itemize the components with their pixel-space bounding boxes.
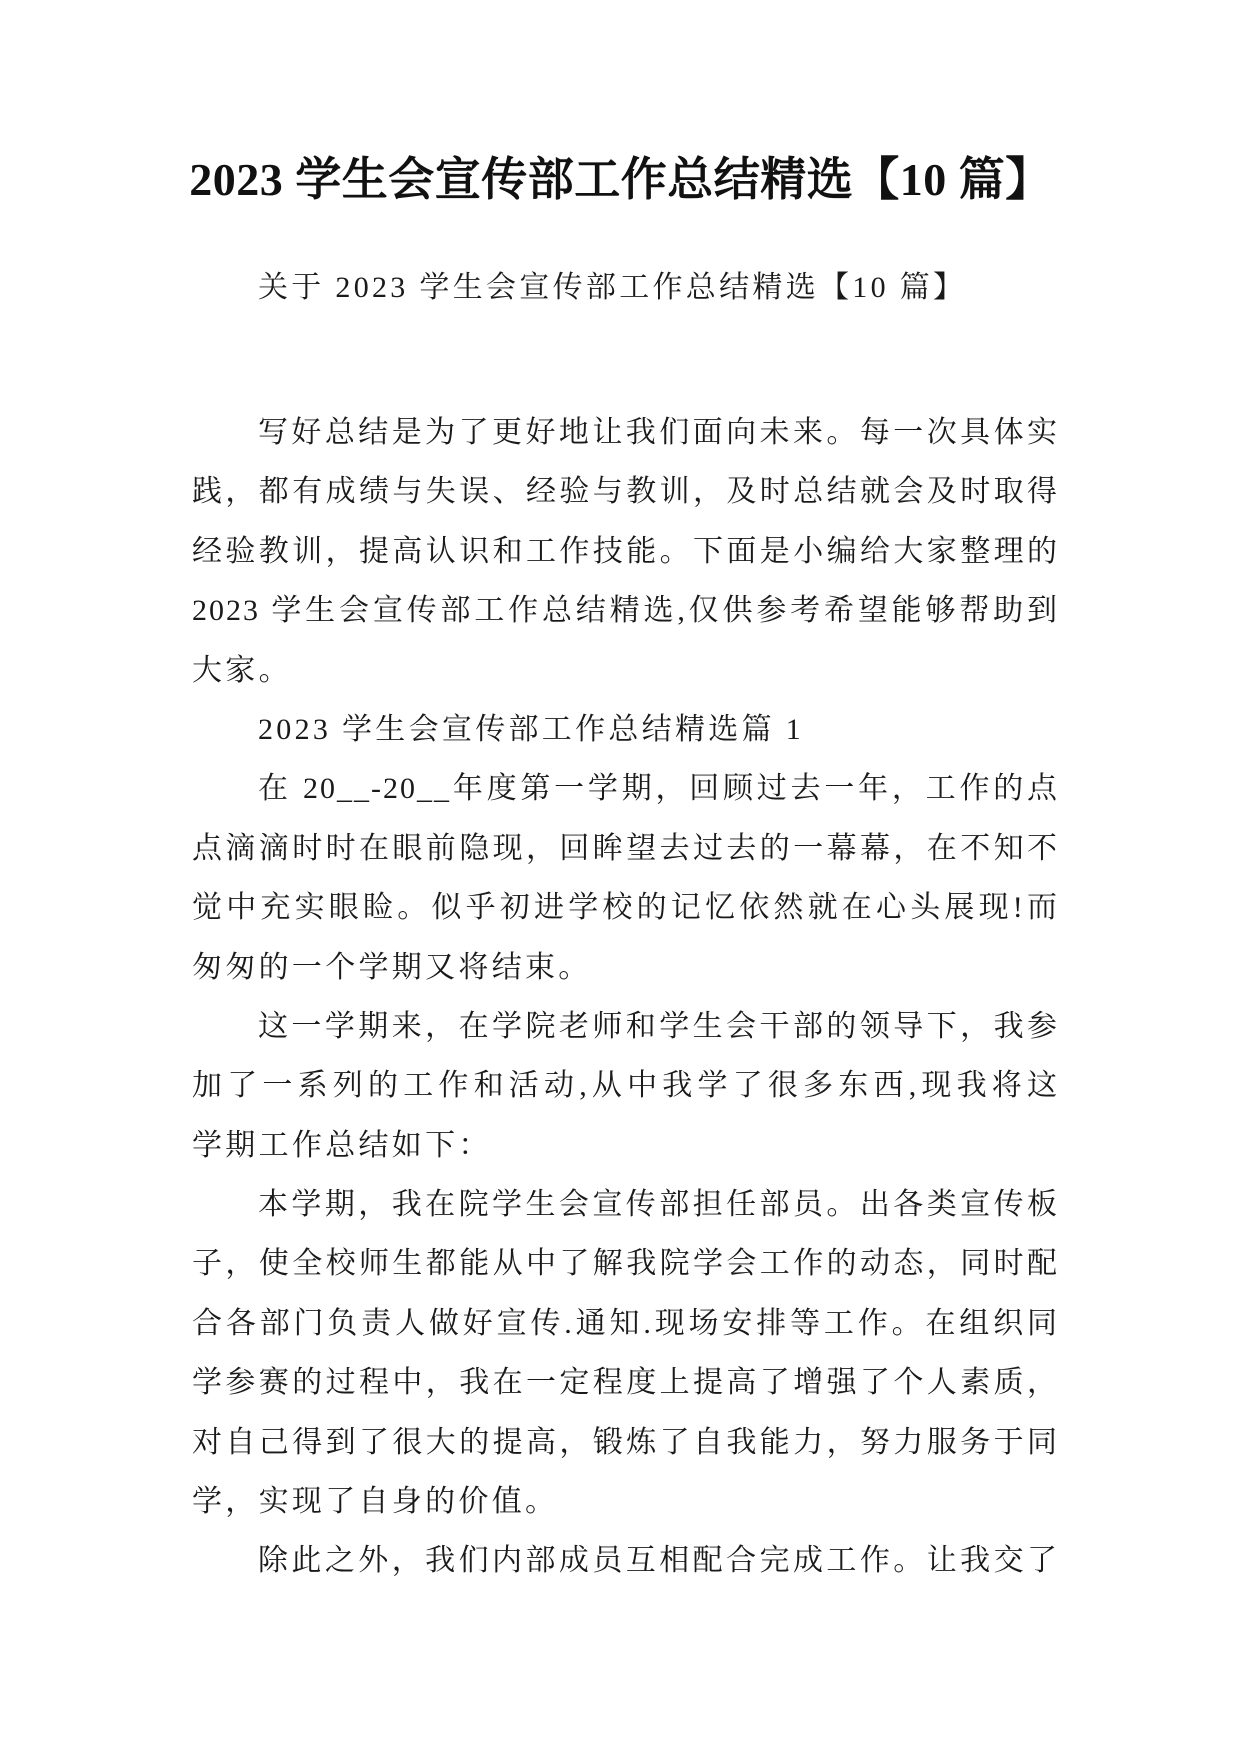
text-line: 在 20__-20__年度第一学期，回顾过去一年，工作的点 — [258, 772, 1059, 806]
text-line: 学参赛的过程中，我在一定程度上提高了增强了个人素质， — [192, 1366, 1059, 1400]
text-line: 2023 学生会宣传部工作总结精选,仅供参考希望能够帮助到 — [192, 594, 1059, 628]
document-body — [192, 403, 1059, 1591]
text-line: 践，都有成绩与失误、经验与教训，及时总结就会及时取得 — [192, 475, 1059, 509]
text-line: 经验教训，提高认识和工作技能。下面是小编给大家整理的 — [192, 534, 1059, 568]
text-line: 子，使全校师生都能从中了解我院学会工作的动态，同时配 — [192, 1247, 1059, 1281]
section-heading: 2023 学生会宣传部工作总结精选篇 1 — [258, 712, 804, 746]
text-line: 本学期，我在院学生会宣传部担任部员。出各类宣传板 — [258, 1188, 1059, 1222]
text-line: 合各部门负责人做好宣传.通知.现场安排等工作。在组织同 — [192, 1306, 1059, 1340]
text-line: 大家。 — [192, 653, 292, 687]
text-line: 学期工作总结如下： — [192, 1128, 492, 1162]
paragraph — [192, 759, 1059, 997]
paragraph — [192, 1175, 1059, 1531]
text-line: 这一学期来，在学院老师和学生会干部的领导下，我参 — [258, 1009, 1059, 1043]
text-line: 觉中充实眼睑。似乎初进学校的记忆依然就在心头展现!而 — [192, 891, 1059, 925]
text-line: 对自己得到了很大的提高，锻炼了自我能力，努力服务于同 — [192, 1425, 1059, 1459]
document-subtitle: 关于 2023 学生会宣传部工作总结精选【10 篇】 — [258, 271, 967, 304]
section-heading-block — [192, 700, 1059, 759]
text-line: 写好总结是为了更好地让我们面向未来。每一次具体实 — [258, 416, 1059, 449]
text-line: 点滴滴时时在眼前隐现，回眸望去过去的一幕幕，在不知不 — [192, 831, 1059, 865]
document-title: 2023 学生会宣传部工作总结精选【10 篇】 — [189, 154, 1052, 205]
paragraph — [192, 1531, 1059, 1590]
text-line: 学，实现了自身的价值。 — [192, 1485, 559, 1519]
intro-paragraph — [192, 403, 1059, 700]
text-line: 匆匆的一个学期又将结束。 — [192, 950, 592, 984]
text-line: 加了一系列的工作和活动,从中我学了很多东西,现我将这 — [192, 1069, 1059, 1103]
paragraph — [192, 997, 1059, 1175]
text-line: 除此之外，我们内部成员互相配合完成工作。让我交了 — [258, 1544, 1059, 1578]
